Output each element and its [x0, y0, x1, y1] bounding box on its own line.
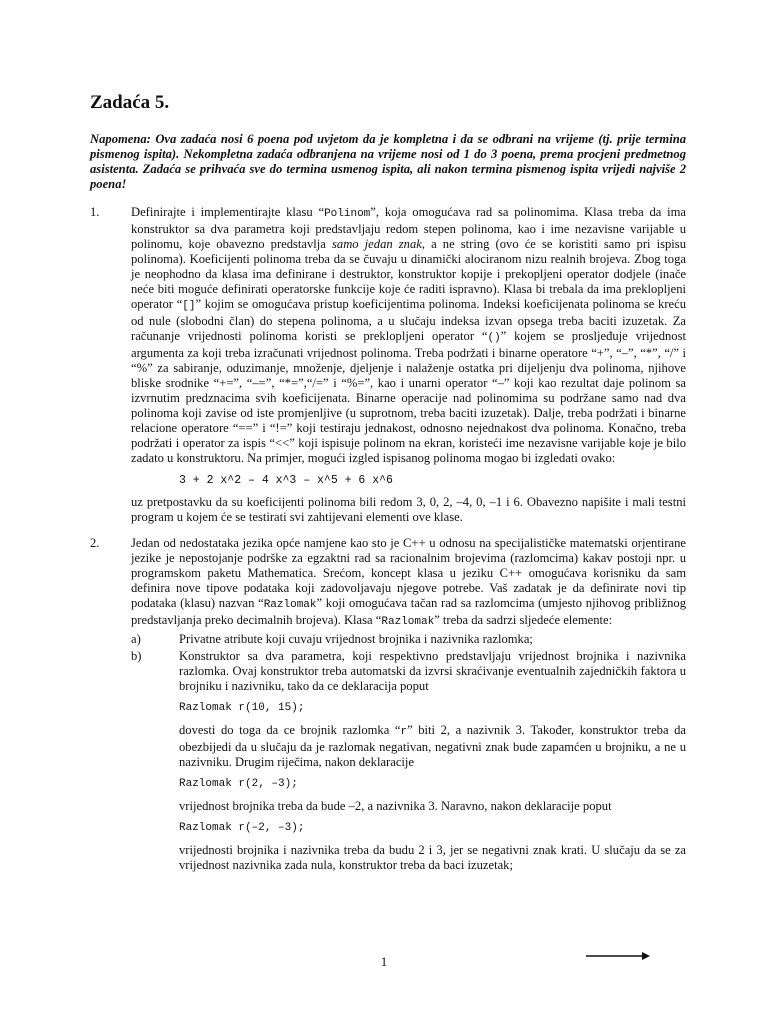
task-number: 2.	[90, 536, 100, 550]
task-2	[90, 536, 686, 873]
emphasis: samo jedan znak	[332, 237, 422, 251]
text: uz pretpostavku da su koeficijenti polinoma bili redom 3, 0, 2, –4, 0, –1 i 6. Obavezno napišite i mali testni program u kojem će se testirati svi zahtijevani elementi ove klase.	[131, 495, 686, 524]
right-arrow-icon	[586, 950, 650, 962]
task-number: 1.	[90, 205, 100, 219]
code-example: 3 + 2 x^2 – 4 x^3 – x^5 + 6 x^6	[179, 474, 393, 487]
text: dovesti do toga da ce brojnik razlomka “	[179, 723, 401, 737]
code-example: Razlomak r(2, –3);	[179, 778, 298, 790]
operator-code: ()	[487, 332, 501, 344]
list-label: a)	[131, 632, 141, 646]
task-body	[131, 536, 686, 873]
class-name: Polinom	[324, 208, 371, 220]
text: ” kojim se omogućava pristup koeficijentima polinoma. Indeksi koeficijenata polinoma se kreću od nule (slobodni član) do stepena polinoma, a u slučaju indeksa izvan opsega treba baciti izuzetak. Za računanje vrijednosti polinoma koristi se preklopljeni operator “	[131, 297, 686, 343]
text: Definirajte i implementirajte klasu “	[131, 205, 325, 219]
text: ” biti 2, a nazivnik 3. Također, konstruktor treba da obezbijedi da u slučaju da je razlomak negativan, negativni znak bude zapamćen u brojniku, a ne u nazivniku. Drugim riječima, nakon deklaracije	[179, 723, 686, 769]
class-name: Razlomak	[263, 599, 317, 611]
class-name: Razlomak	[381, 616, 435, 628]
list-text	[179, 649, 686, 873]
list-text: Privatne atribute koji cuvaju vrijednost brojnika i nazivnika razlomka;	[179, 632, 533, 646]
list-label: b)	[131, 649, 142, 663]
text: vrijednosti brojnika i nazivnika treba da budu 2 i 3, jer se negativni znak krati. U slučaju da se za vrijednost nazivnika zada nula, konstruktor treba da baci izuzetak;	[179, 843, 686, 872]
text: , a ne string (ovo će se koristiti samo pri ispisu polinoma). Koeficijenti polinoma treba da se čuvaju u dinamički alociranom nizu realnih brojeva. Zbog toga je neophodno da klasa ima definirane i destruktor, konstruktor kopije i prekopljeni operator dodjele (inače neće biti moguće definirati operatorske funkcije koje će raditi ispravno). Klasa bi trebala da ima preklopljeni operator “	[131, 237, 686, 311]
operator-code: []	[182, 300, 196, 312]
task-body	[131, 205, 686, 525]
list-item-a	[131, 632, 686, 647]
text: ” koji omogućava tačan rad sa razlomcima (umjesto njihovog približnog predstavljanja preko decimalnih brojeva). Klasa “	[131, 596, 686, 627]
text	[179, 723, 686, 770]
text: vrijednost brojnika treba da bude –2, a nazivnika 3. Naravno, nakon deklaracije poput	[179, 799, 612, 813]
code-example: Razlomak r(10, 15);	[179, 702, 305, 714]
list-item-b	[131, 649, 686, 873]
text: ” treba da sadrzi sljedeće elemente:	[434, 613, 613, 627]
note-paragraph: Napomena: Ova zadaća nosi 6 poena pod uvjetom da je kompletna i da se odbrani na vrijeme (tj. prije termina pismenog ispita). Nekompletna zadaća odbranjena na vrijeme nosi od 1 do 3 poena, prema procjeni predmetnog asistenta. Zadaća se prihvaća sve do termina usmenog ispita, ali nakon termina pismenog ispita vrijedi najviše 2 poena!	[90, 132, 686, 191]
text: ”, koja omogućava rad sa polinomima. Klasa treba da ima konstruktor sa dva parametra koji predstavljaju redom stepen polinoma, kao i ime nezavisne varijable u polinomu, koje obavezno predstavlja	[131, 205, 686, 251]
page-title: Zadaća 5.	[90, 92, 170, 113]
text: Konstruktor sa dva parametra, koji respektivno predstavljaju vrijednost brojnika i nazivnika razlomka. Ovaj konstruktor treba automatski da izvrsi skraćivanje eventualnih zajedničkih faktora u brojniku i nazivniku, tako da ce deklaracija poput	[179, 649, 686, 693]
page-number: 1	[380, 954, 388, 969]
text: ” kojem se prosljeđuje vrijednost argumenta za koji treba izračunati vrijednost polinoma. Treba podržati i binarne operatore “+”, “–”, “*”, “/” i “%” za sabiranje, oduzimanje, množenje, djeljenje i nalaženje ostatka pri dijeljenju dva polinoma, njihove bliske srodnike “+=”, “–=”, “*=”,“/=” i “%=”, kao i unarni operator “–” koji kao rezultat daje polinom sa izvrnutim predznacima svih koeficijenata. Binarne operacije nad polinomima su podržane samo nad dva polinoma koji zavise od iste promjenljive (u suprotnom, treba baciti izuzetak). Dalje, treba podržati i binarne relacione operatore “==” i “!=” koji testiraju jednakost, odnosno nejednakost dva polinoma. Konačno, treba podržati i operator za ispis “<<” koji ispisuje polinom na ekran, koristeći ime nezavisne varijable koje je bilo zadato u konstruktoru. Na primjer, mogući izgled ispisanog polinoma mogao bi izgledati ovako:	[131, 329, 686, 465]
code-example: Razlomak r(–2, –3);	[179, 822, 305, 834]
variable-code: r	[400, 726, 408, 738]
task-1	[90, 205, 686, 525]
document-page	[90, 92, 686, 884]
text: Jedan od nedostataka jezika opće namjene kao sto je C++ u odnosu na specijalističke matematski orjentirane jezike je nepostojanje podrške za egzaktni rad sa racionalnim brojevima (razlomcima) kakav postoji npr. u programskom paketu Mathematica. Srećom, koncept klasa u jeziku C++ omogućava korisniku da sam definira nove tipove podataka koji zadovoljavaju njegove potrebe. Vaš zadatak je da definirate novi tip podataka (klasu) nazvan “	[131, 536, 686, 610]
